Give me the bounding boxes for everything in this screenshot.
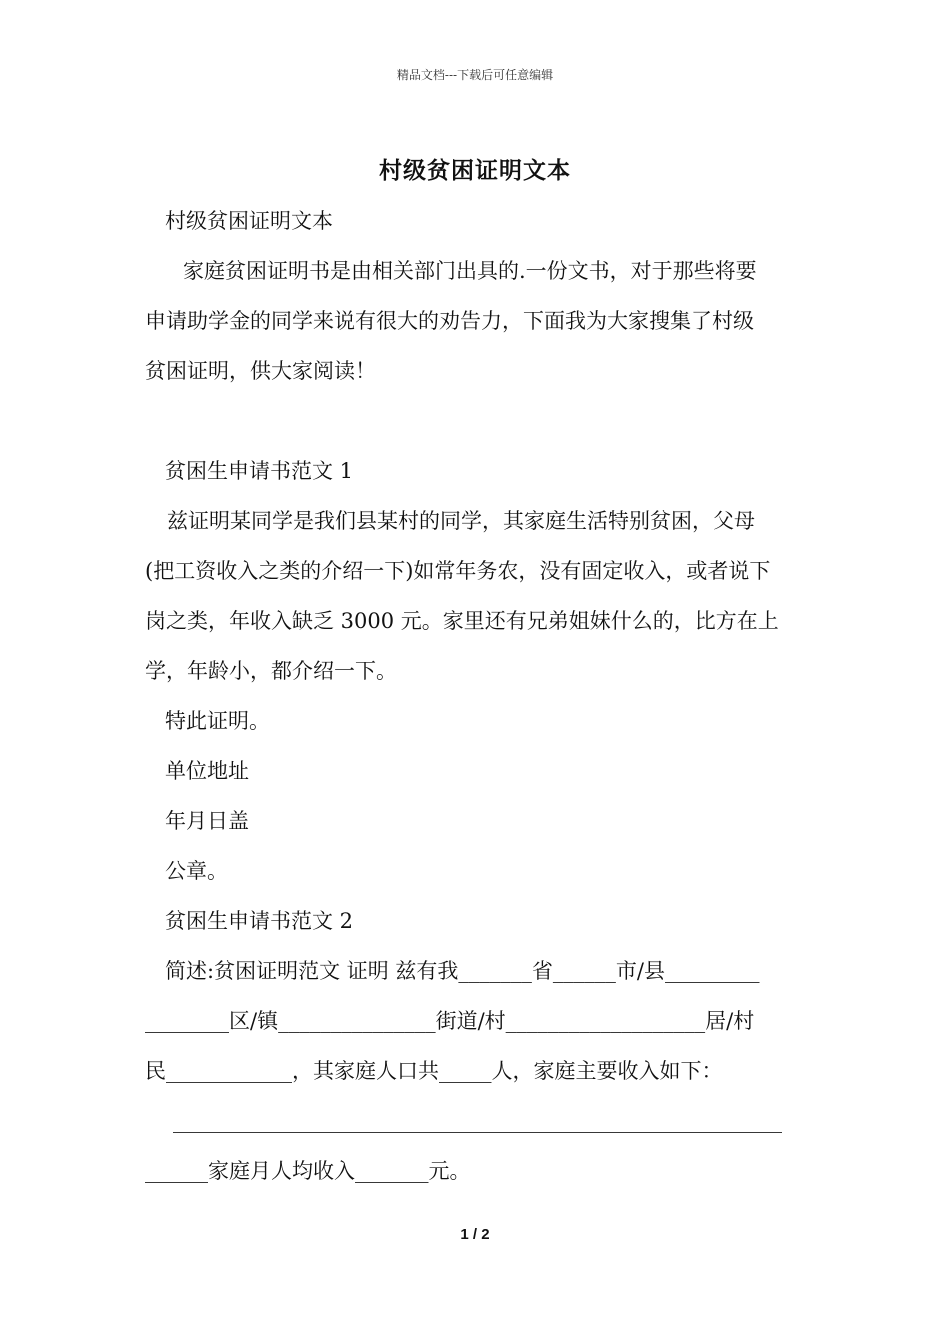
intro-line: 申请助学金的同学来说有很大的劝告力，下面我为大家搜集了村级 — [145, 309, 754, 333]
intro-line: 家庭贫困证明书是由相关部门出具的.一份文书，对于那些将要 — [183, 259, 757, 283]
sample1-heading: 贫困生申请书范文 1 — [165, 459, 354, 483]
sample1-paragraph — [145, 496, 810, 696]
sample2-line: 民____________，其家庭人口共_____人，家庭主要收入如下： — [145, 1059, 723, 1083]
sample2-heading: 贫困生申请书范文 2 — [165, 909, 354, 933]
intro-line: 贫困证明，供大家阅读！ — [145, 359, 376, 383]
header-note: 精品文档---下载后可任意编辑 — [396, 68, 554, 82]
closing-line: 年月日盖 — [165, 809, 249, 833]
sample2-line: ______家庭月人均收入_______元。 — [145, 1159, 471, 1183]
sample1-line: 学，年龄小，都介绍一下。 — [145, 659, 397, 683]
page-indicator: 1 / 2 — [460, 1226, 490, 1243]
sample2-paragraph — [145, 946, 810, 1196]
sample1-line: (把工资收入之类的介绍一下)如常年务农，没有固定收入，或者说下 — [145, 559, 771, 583]
closing-line: 单位地址 — [165, 759, 249, 783]
closing-line: 特此证明。 — [165, 709, 270, 733]
document-title: 村级贫困证明文本 — [379, 157, 571, 184]
intro-paragraph — [145, 246, 810, 396]
document-body — [145, 196, 810, 1196]
sample2-line: 简述:贫困证明范文 证明 兹有我_______省______市/县_________ — [165, 959, 760, 983]
sample1-line: 岗之类，年收入缺乏 3000 元。家里还有兄弟姐妹什么的，比方在上 — [145, 609, 779, 633]
closing-line: 公章。 — [165, 859, 228, 883]
sample2-line: ________区/镇_______________街道/村___________________居/村 — [145, 1009, 755, 1033]
subtitle: 村级贫困证明文本 — [165, 209, 333, 233]
sample2-line: __________________________________________________________ — [173, 1109, 782, 1133]
sample1-line: 兹证明某同学是我们县某村的同学，其家庭生活特别贫困，父母 — [167, 509, 755, 533]
